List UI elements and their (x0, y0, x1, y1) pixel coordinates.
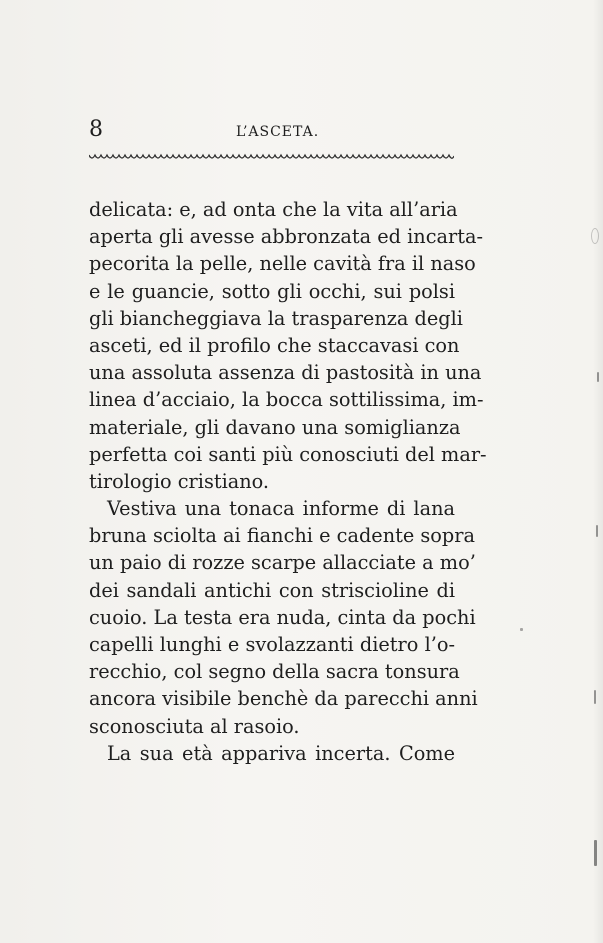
text-line: bruna sciolta ai fianchi e cadente sopra (89, 524, 475, 548)
text-line: una assoluta assenza di pastosità in una (89, 361, 482, 385)
paper-speck (520, 628, 523, 631)
text-line: La sua età appariva incerta. Come (107, 741, 455, 765)
text-line: asceti, ed il profilo che staccavasi con (89, 333, 460, 357)
text-line: sconosciuta al rasoio. (89, 714, 300, 738)
page-number: 8 (89, 117, 103, 142)
text-line: cuoio. La testa era nuda, cinta da pochi (89, 605, 476, 629)
text-line: dei sandali antichi con striscioline di (89, 578, 455, 602)
decorative-rule (89, 152, 454, 164)
paper-speck (596, 525, 598, 537)
paper-speck (594, 690, 596, 704)
text-line: un paio di rozze scarpe allacciate a mo’ (89, 551, 476, 575)
text-line: linea d’acciaio, la bocca sottilissima, im- (89, 388, 484, 412)
text-line: recchio, col segno della sacra tonsura (89, 660, 460, 684)
body-text (89, 196, 487, 767)
page-edge-shadow (593, 0, 603, 943)
text-line: capelli lunghi e svolazzanti dietro l’o- (89, 633, 455, 656)
text-line: ancora visibile benchè da parecchi anni (89, 687, 478, 711)
text-line: tirologio cristiano. (89, 469, 270, 493)
text-line: pecorita la pelle, nelle cavità fra il naso (89, 252, 476, 276)
paper-speck (597, 372, 599, 382)
running-title: L’ASCETA. (236, 124, 320, 140)
text-line: Vestiva una tonaca informe di lana (107, 497, 455, 521)
text-line: perfetta coi santi più conosciuti del mar- (89, 442, 487, 466)
text-line: e le guancie, sotto gli occhi, sui polsi (89, 279, 455, 303)
text-line: gli biancheggiava la trasparenza degli (89, 306, 463, 330)
paper-speck (591, 228, 599, 244)
text-line: aperta gli avesse abbronzata ed incarta- (89, 225, 483, 249)
text-line: materiale, gli davano una somiglianza (89, 415, 461, 439)
text-line: delicata: e, ad onta che la vita all’aria (89, 198, 458, 221)
paper-speck (594, 840, 597, 866)
